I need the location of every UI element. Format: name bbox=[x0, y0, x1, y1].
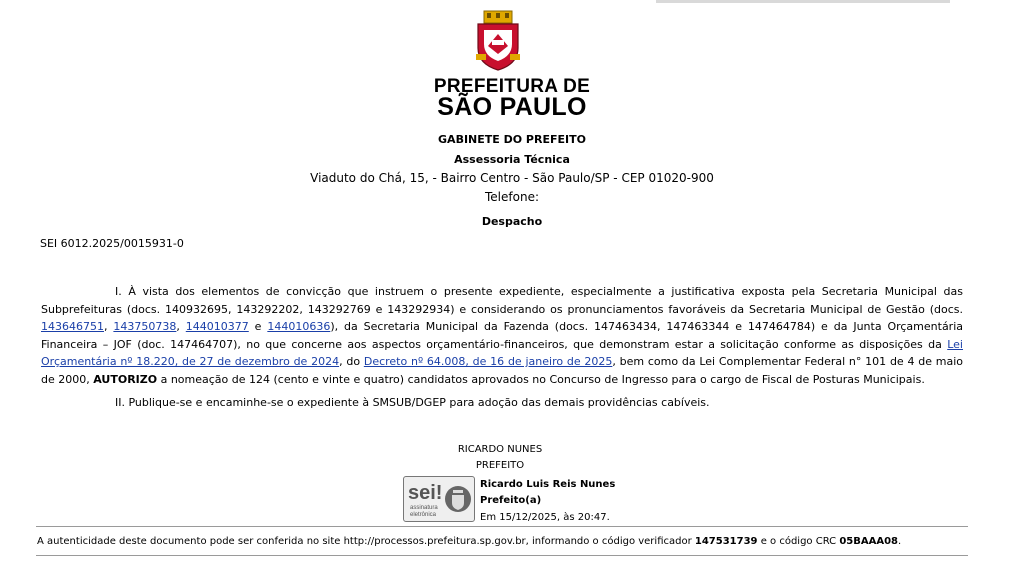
seal-sub-text-1: assinatura bbox=[410, 505, 438, 511]
document-type: Despacho bbox=[481, 215, 543, 228]
authorize-keyword: AUTORIZO bbox=[93, 372, 158, 386]
signed-timestamp: Em 15/12/2025, às 20:47. bbox=[480, 512, 610, 523]
top-scrollbar bbox=[656, 0, 950, 3]
paragraph-2: II. Publique-se e encaminhe-se o expediente à SMSUB/DGEP para adoção das demais providências cabíveis. bbox=[115, 396, 710, 409]
p1-sep: e bbox=[248, 320, 268, 333]
footer-text: . bbox=[897, 536, 902, 547]
p1-text: , bem como da Lei Complementar Federal n° 101 de 4 de maio de 2000, bbox=[41, 355, 963, 386]
doc-link-144010377[interactable]: 144010377 bbox=[185, 320, 249, 333]
doc-link-143750738[interactable]: 143750738 bbox=[113, 320, 177, 333]
footer-divider-bottom bbox=[36, 555, 968, 556]
phone-label: Telefone: bbox=[485, 190, 539, 204]
p1-text: , do bbox=[339, 355, 364, 368]
sei-process-number: SEI 6012.2025/0015931-0 bbox=[40, 237, 184, 250]
seal-logo-text: sei! bbox=[408, 482, 443, 504]
doc-link-143646751[interactable]: 143646751 bbox=[41, 320, 104, 333]
sei-seal-icon bbox=[404, 477, 474, 521]
electronic-signature-seal bbox=[403, 476, 475, 522]
address: Viaduto do Chá, 15, - Bairro Centro - São Paulo/SP - CEP 01020-900 bbox=[310, 171, 714, 185]
p1-text: a nomeação de 124 (cento e vinte e quatro) candidatos aprovados no Concurso de Ingresso para o cargo de Fiscal de Posturas Municipais. bbox=[157, 372, 925, 386]
signatory-title: PREFEITO bbox=[475, 460, 525, 471]
doc-link-144010636[interactable]: 144010636 bbox=[267, 320, 331, 333]
org-name-line2: SÃO PAULO bbox=[437, 93, 587, 121]
advisory-heading: Assessoria Técnica bbox=[454, 153, 570, 166]
org-name-line1: PREFEITURA DE bbox=[433, 76, 591, 97]
p1-text: ), da Secretaria Municipal da Fazenda (docs. 147463434, 147463344 e 147464784) e da Junta Orçamentária Financeira – JOF (doc. 147464707), no que concerne aos aspectos orçamentário-financeiros, que demonstram estar a solicitação conforme as disposições da bbox=[41, 320, 964, 351]
verifier-code: 147531739 bbox=[694, 536, 758, 547]
paragraph-1 bbox=[41, 283, 963, 388]
signatory-name: RICARDO NUNES bbox=[457, 444, 543, 455]
city-crest-logo bbox=[475, 10, 521, 72]
footer-text: e o código CRC bbox=[757, 536, 840, 547]
signer-role: Prefeito(a) bbox=[480, 495, 542, 506]
budget-law-link[interactable]: Lei Orçamentária nº 18.220, de 27 de dezembro de 2024 bbox=[41, 337, 963, 368]
authenticity-footer bbox=[37, 536, 901, 547]
p1-sep: , bbox=[104, 320, 114, 333]
p1-sep: , bbox=[176, 320, 186, 333]
crc-code: 05BAAA08 bbox=[839, 536, 898, 547]
footer-divider-top bbox=[36, 526, 968, 527]
p1-text: I. À vista dos elementos de convicção que instruem o presente expediente, especialmente a justificativa exposta pela Secretaria Municipal das Subprefeituras (docs. 140932695, 143292202, 143292769 e 143292934) e considerando os pronunciamentos favoráveis da Secretaria Municipal de Gestão (docs. bbox=[41, 285, 963, 316]
cabinet-heading: GABINETE DO PREFEITO bbox=[438, 133, 586, 146]
signer-name: Ricardo Luis Reis Nunes bbox=[480, 479, 616, 490]
seal-sub-text-2: eletrônica bbox=[410, 512, 437, 518]
decree-link[interactable]: Decreto nº 64.008, de 16 de janeiro de 2025 bbox=[363, 355, 613, 368]
footer-text: A autenticidade deste documento pode ser conferida no site http://processos.prefeitura.sp.gov.br, informando o código verificador bbox=[37, 536, 695, 547]
